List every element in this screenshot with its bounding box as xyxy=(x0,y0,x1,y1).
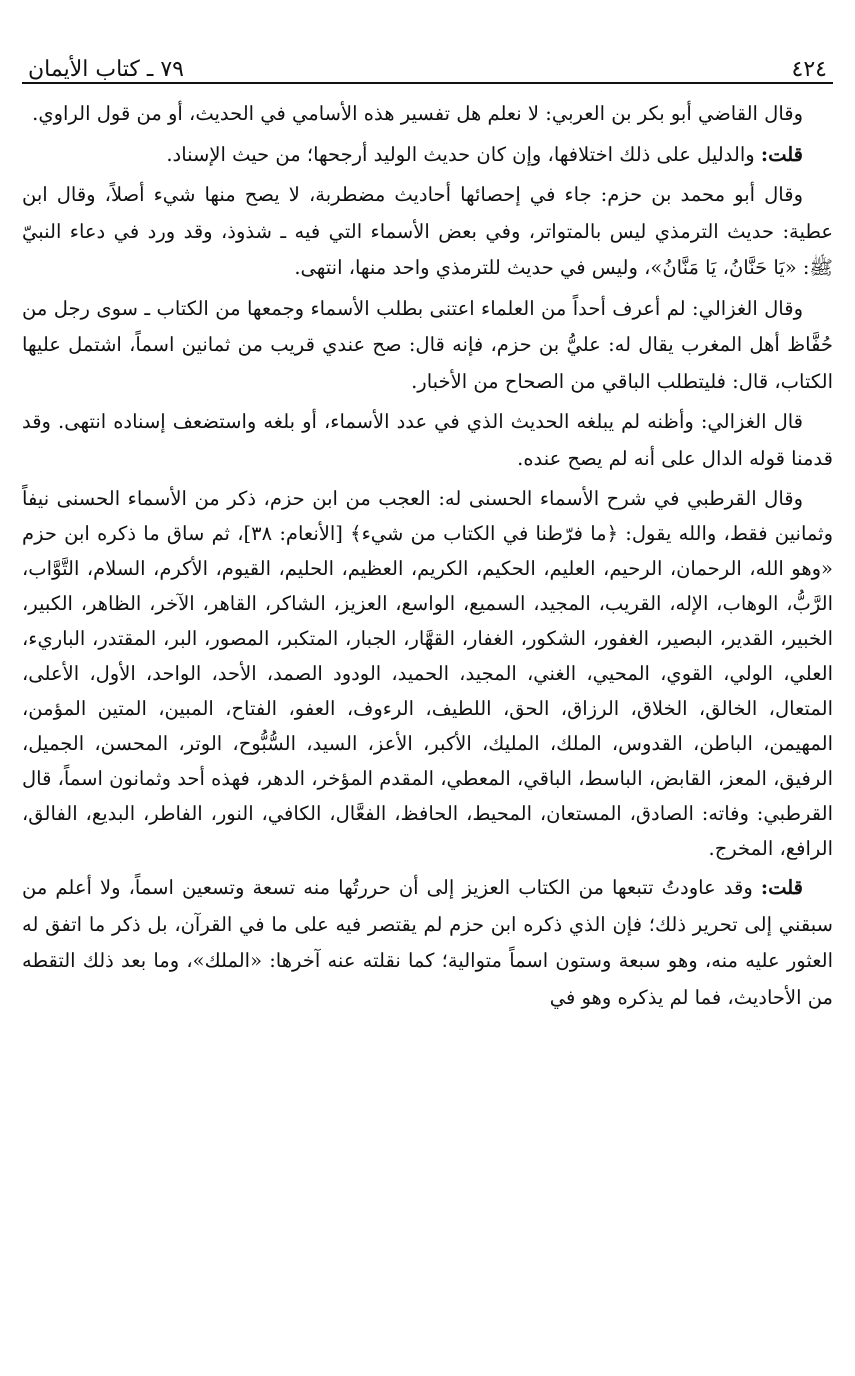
paragraph-text: وقال الغزالي: لم أعرف أحداً من العلماء اعتنى بطلب الأسماء وجمعها من الكتاب ـ سوى رجل من حُفَّاظ أهل المغرب يقال له: عليُّ بن حزم، فإنه قال: صح عندي قريب من ثمانين اسماً، اشتمل عليها الكتاب، قال: فليتطلب الباقي من الصحاح من الأخبار. xyxy=(22,296,833,393)
header-rule xyxy=(22,82,833,84)
page-body xyxy=(22,96,833,1316)
page-number: ٤٢٤ xyxy=(791,57,827,82)
paragraph-text: وقد عاودتُ تتبعها من الكتاب العزيز إلى أن حررتُها منه تسعة وتسعين اسماً، ولا أعلم من سبقني إلى تحرير ذلك؛ فإن الذي ذكره ابن حزم لم يقتصر فيه على ما في القرآن، بل ذكر ما اتفق له العثور عليه منه، وهو سبعة وستون اسماً متوالية؛ كما نقلته عنه آخرها: «الملك»، وما بعد ذلك التقطه من الأحاديث، فما لم يذكره وهو في xyxy=(22,876,833,1009)
qultu-marker: قلت: xyxy=(760,142,803,166)
page-header xyxy=(22,42,833,86)
paragraph-text: وقال أبو محمد بن حزم: جاء في إحصائها أحاديث مضطربة، لا يصح منها شيء أصلاً، وقال ابن عطية: حديث الترمذي ليس بالمتواتر، وفي بعض الأسماء التي فيه ـ شذوذ، وقد ورد في دعاء النبيّ ﷺ: «يَا حَنَّانُ، يَا مَنَّانُ»، وليس في حديث للترمذي واحد منها، انتهى. xyxy=(22,183,833,279)
paragraph xyxy=(22,96,833,133)
paragraph xyxy=(22,404,833,477)
paragraph-text: وقال القاضي أبو بكر بن العربي: لا نعلم هل تفسير هذه الأسامي في الحديث، أو من قول الراوي. xyxy=(32,102,803,125)
paragraph xyxy=(22,177,833,287)
qultu-marker: قلت: xyxy=(760,876,803,899)
paragraph xyxy=(22,137,833,174)
paragraph-text: قال الغزالي: وأظنه لم يبلغه الحديث الذي في عدد الأسماء، أو بلغه واستضعف إسناده انتهى. وقد قدمنا قوله الدال على أنه لم يصح عنده. xyxy=(22,410,833,470)
paragraph xyxy=(22,870,833,1016)
paragraph-text: وقال القرطبي في شرح الأسماء الحسنى له: العجب من ابن حزم، ذكر من الأسماء الحسنى نيفاً وثمانين فقط، والله يقول: ﴿ما فرّطنا في الكتاب من شيء﴾ [الأنعام: ٣٨]، ثم ساق ما ذكره ابن حزم «وهو الله، الرحمان، الرحيم، العليم، الحكيم، الكريم، العظيم، الحليم، القيوم، الأكرم، السلام، التَّوَّاب، الرَّبُّ، الوهاب، الإله، القريب، المجيد، السميع، الواسع، العزيز، الشاكر، القاهر، الآخر، الظاهر، الكبير، الخبير، القدير، البصير، الغفور، الشكور، الغفار، القهَّار، الجبار، المتكبر، المصور، البر، المقتدر، الباريء، العلي، الولي، القوي، المحيي، الغني، المجيد، الحميد، الودود الصمد، الأحد، الواحد، الأول، الأعلى، المتعال، الخالق، الخلاق، الرزاق، الحق، اللطيف، الرءوف، العفو، الفتاح، المبين، المتين المؤمن، المهيمن، الباطن، القدوس، الملك، المليك، الأكبر، الأعز، السيد، السُّبُّوح، الوتر، المحسن، الجميل، الرفيق، المعز، القابض، الباسط، الباقي، المعطي، المقدم المؤخر، الدهر، فهذه أحد وثمانون اسماً، قال القرطبي: وفاته: الصادق، المستعان، المحيط، الحافظ، الفعَّال، الكافي، النور، الفاطر، البديع، الفالق، الرافع، المخرج. xyxy=(22,487,834,860)
paragraph xyxy=(22,481,833,866)
running-title: ٧٩ ـ كتاب الأيمان xyxy=(28,57,184,82)
paragraph xyxy=(22,291,833,401)
paragraph-text: والدليل على ذلك اختلافها، وإن كان حديث الوليد أرجحها؛ من حيث الإسناد. xyxy=(166,142,761,166)
